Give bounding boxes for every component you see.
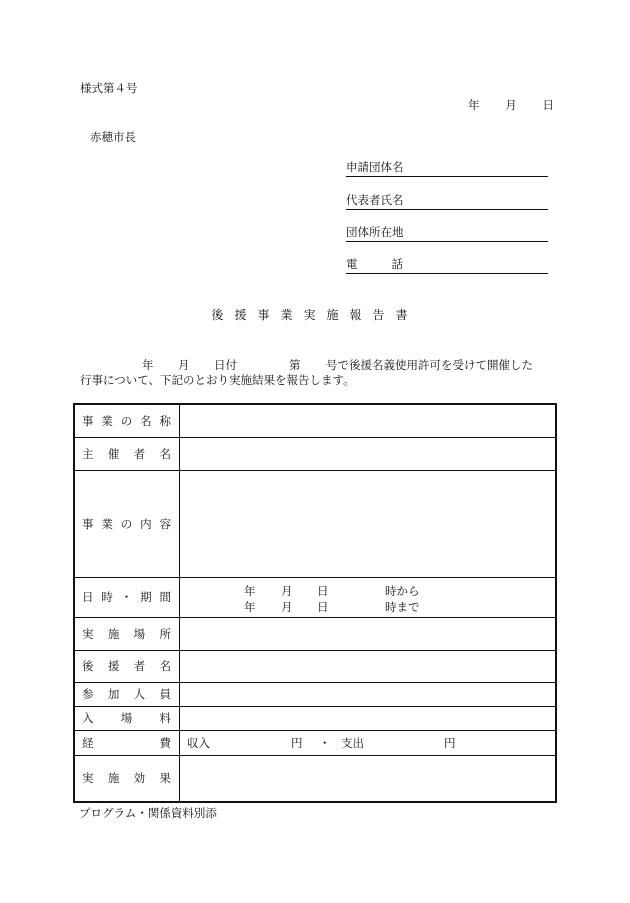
addressee: 赤穂市長 — [90, 130, 136, 144]
table-row — [74, 404, 556, 437]
attachment-note: プログラム・関係資料別添 — [79, 806, 217, 820]
date-day: 日 — [542, 98, 554, 112]
table-row — [74, 682, 556, 706]
table-row — [74, 650, 556, 682]
submission-date — [468, 97, 554, 113]
results-cell[interactable] — [180, 755, 557, 802]
rep-name-field[interactable] — [346, 193, 548, 210]
table-row — [74, 706, 556, 730]
row-label-event-name: 事 業 の 名 称 — [74, 404, 180, 437]
sponsor-cell[interactable] — [180, 650, 557, 682]
row-label-content: 事 業 の 内 容 — [74, 470, 180, 577]
expense-label: 支出 — [341, 736, 364, 750]
venue-cell[interactable] — [180, 617, 557, 650]
row-label-expenses: 経 費 — [74, 730, 180, 755]
row-label-results: 実 施 効 果 — [74, 755, 180, 802]
document-title: 後援事業実施報告書 — [211, 308, 419, 322]
phone-field[interactable] — [346, 257, 548, 274]
phone-label: 電 話 — [346, 257, 403, 271]
address-field[interactable] — [346, 225, 548, 242]
intro-line-2: 行事について、下記のとおり実施結果を報告します。 — [80, 373, 355, 387]
date-year: 年 — [468, 98, 480, 112]
event-name-cell[interactable] — [180, 404, 557, 437]
table-row — [74, 755, 556, 802]
row-label-participants: 参 加 人 員 — [74, 682, 180, 706]
report-table — [73, 403, 557, 803]
admission-cell[interactable] — [180, 706, 557, 730]
org-name-field[interactable] — [346, 160, 548, 177]
table-row — [74, 437, 556, 470]
period-cell[interactable]: 年 月 日 時から 年 月 日 時まで — [180, 577, 557, 617]
table-row — [74, 470, 556, 577]
table-row — [74, 617, 556, 650]
row-label-organizer: 主 催 者 名 — [74, 437, 180, 470]
date-month: 月 — [505, 98, 517, 112]
participants-cell[interactable] — [180, 682, 557, 706]
rep-name-label: 代表者氏名 — [346, 193, 404, 207]
expenses-cell[interactable]: 収入 円 ・ 支出 円 — [180, 730, 557, 755]
content-cell[interactable] — [180, 470, 557, 577]
form-number: 様式第４号 — [80, 81, 138, 95]
organizer-cell[interactable] — [180, 437, 557, 470]
row-label-venue: 実 施 場 所 — [74, 617, 180, 650]
table-row — [74, 577, 556, 617]
row-label-sponsor: 後 援 者 名 — [74, 650, 180, 682]
org-name-label: 申請団体名 — [346, 160, 404, 174]
address-label: 団体所在地 — [346, 225, 404, 239]
row-label-admission: 入 場 料 — [74, 706, 180, 730]
row-label-period: 日 時 ・ 期 間 — [74, 577, 180, 617]
table-row — [74, 730, 556, 755]
income-label: 収入 — [187, 736, 210, 750]
